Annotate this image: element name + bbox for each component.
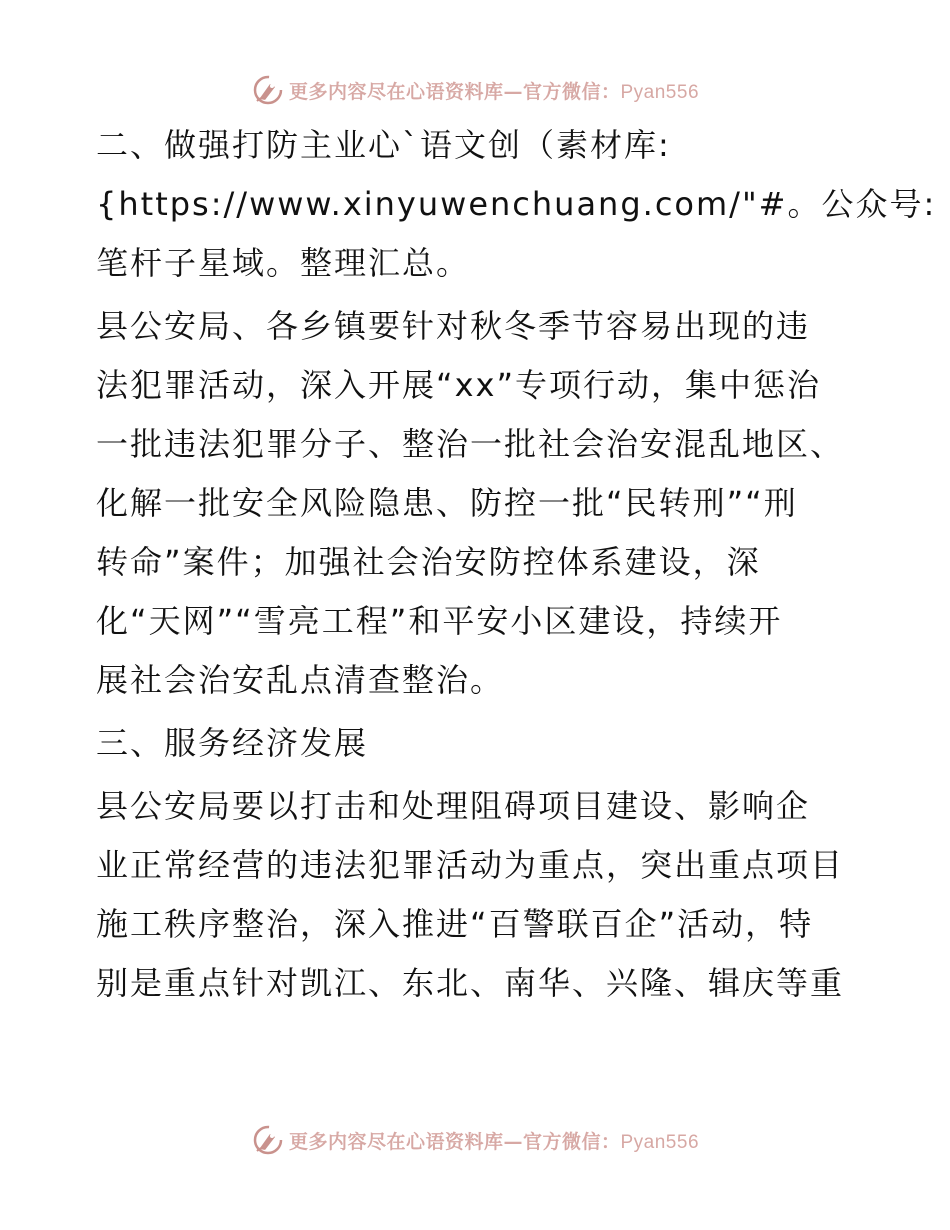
- text-line: 笔杆子星域。整理汇总。: [96, 244, 471, 282]
- text-line: 转命”案件；加强社会治安防控体系建设，深: [96, 543, 761, 581]
- text-line: 业正常经营的违法犯罪活动为重点，突出重点项目: [96, 846, 845, 884]
- watermark-group: [251, 73, 699, 107]
- text-line: 县公安局、各乡镇要针对秋冬季节容易出现的违: [96, 307, 811, 345]
- text-line: 化“天网”“雪亮工程”和平安小区建设，持续开: [96, 602, 783, 640]
- watermark-group: [251, 1123, 699, 1157]
- text-line: {https://www.xinyuwenchuang.com/"#。公众号:: [96, 185, 937, 223]
- text-line: 一批违法犯罪分子、整治一批社会治安混乱地区、: [96, 425, 845, 463]
- pen-nib-circle-icon: [251, 73, 285, 107]
- text-line: 二、做强打防主业心`语文创（素材库:: [96, 126, 671, 164]
- text-line: 展社会治安乱点清查整治。: [96, 661, 505, 699]
- text-line: 化解一批安全风险隐患、防控一批“民转刑”“刑: [96, 484, 798, 522]
- text-line: 三、服务经济发展: [96, 724, 369, 762]
- footer-watermark: [0, 1120, 950, 1160]
- watermark-text: 更多内容尽在心语资料库—官方微信：Pyan556: [288, 1130, 700, 1153]
- text-line: 法犯罪活动，深入开展“xx”专项行动，集中惩治: [96, 366, 822, 404]
- section-3-heading: [96, 714, 856, 773]
- section-3-body: [96, 777, 856, 1013]
- document-body: [96, 116, 937, 1013]
- section-2-heading: [96, 116, 937, 293]
- section-2-body: [96, 297, 856, 710]
- text-line: 县公安局要以打击和处理阻碍项目建设、影响企: [96, 787, 811, 825]
- text-line: 施工秩序整治，深入推进“百警联百企”活动，特: [96, 905, 814, 943]
- header-watermark: [0, 70, 950, 110]
- watermark-text: 更多内容尽在心语资料库—官方微信：Pyan556: [288, 80, 700, 103]
- text-line: 别是重点针对凯江、东北、南华、兴隆、辑庆等重: [96, 964, 845, 1002]
- pen-nib-circle-icon: [251, 1123, 285, 1157]
